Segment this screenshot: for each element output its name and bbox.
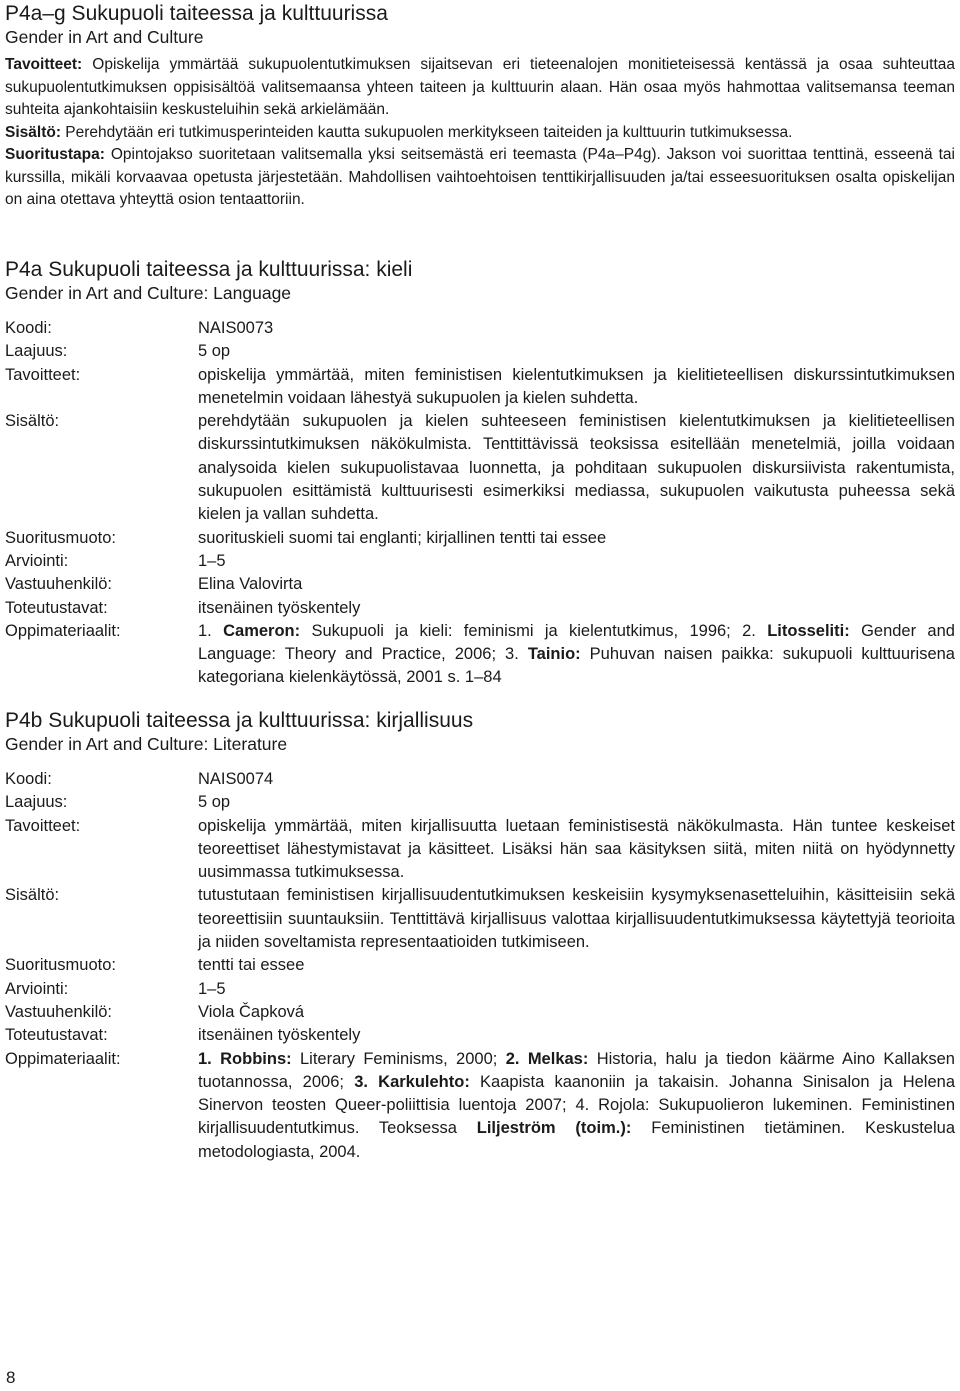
field-code: Koodi: NAIS0074 — [5, 770, 274, 788]
field-content: Sisältö: perehdytään sukupuolen ja kielen suhteeseen feministisen kielentutkimuksen ja kielitieteellisen diskurssintutkimuksen näkökulmista. Tenttittävissä teoksissa esitellään menetelmiä, joilla voidaan analysoida kielen sukupuolistavaa luonnetta, ja pohditaan sukupuolen diskursiivista rakentumista, sukupuolen esittämistä kulttuurisesti esimerkiksi mediassa, sukupuolen vaikutusta puheessa sekä kielen ja vallan suhdetta. — [5, 412, 955, 524]
course-title: P4b Sukupuoli taiteessa ja kulttuurissa: kirjallisuus — [5, 709, 474, 732]
field-form: Suoritusmuoto: tentti tai essee — [5, 956, 305, 975]
field-credits: Laajuus: 5 op — [5, 793, 231, 812]
field-responsible: Vastuuhenkilö: Viola Čapková — [5, 1002, 305, 1021]
goals-text: Opiskelija ymmärtää sukupuolentutkimuksen sijaitsevan eri tieteenalojen monitieteisessä kentässä ja osaa suhteuttaa sukupuolentutkimuksen oppisisältöä valitsemaansa yhteen taiteen ja kulttuurin alaan. Hän osaa myös hahmottaa valitsemansa teeman suhteita ajankohtaisiin keskusteluihin sekä arkielämään. — [5, 56, 956, 118]
field-code: Koodi: NAIS0073 — [5, 319, 274, 337]
content-text: Perehdytään eri tutkimusperinteiden kautta sukupuolen merkitykseen taiteiden ja kulttuurin tutkimuksessa. — [65, 123, 793, 141]
field-implementation: Toteutustavat: itsenäinen työskentely — [5, 598, 361, 617]
intro-goals — [5, 54, 955, 122]
field-goals: Tavoitteet: opiskelija ymmärtää, miten feministisen kielentutkimuksen ja kielitieteellisen diskurssintutkimuksen menetelmin voidaan lähestyä sukupuolen ja kielen suhdetta. — [5, 365, 955, 407]
field-credits: Laajuus: 5 op — [5, 342, 231, 361]
course-p4a — [5, 258, 955, 690]
field-content: Sisältö: tutustutaan feministisen kirjallisuudentutkimuksen keskeisiin kysymyksenasetteluihin, käsitteisiin sekä teoreettisiin suuntauksiin. Tenttittävä kirjallisuus valottaa kirjallisuudentutkimuksessa käytettyjä teorioita ja niiden soveltamista representaatioiden tutkimiseen. — [5, 886, 955, 952]
field-grading: Arviointi: 1–5 — [5, 979, 226, 998]
field-grading: Arviointi: 1–5 — [5, 551, 226, 570]
page-number: 8 — [6, 1368, 16, 1387]
intro-section — [5, 2, 955, 212]
field-form: Suoritusmuoto: suorituskieli suomi tai englanti; kirjallinen tentti tai essee — [5, 528, 607, 547]
field-materials: Oppimateriaalit: 1. Cameron: Sukupuoli ja kieli: feminismi ja kielentutkimus, 1996; 2. Litosseliti: Gender and Language: Theory and Practice, 2006; 3. Tainio: Puhuvan naisen paikka: sukupuoli kulttuurisena kategoriana kielenkäytössä, 2001 s. 1–84 — [5, 621, 955, 687]
section-subtitle: Gender in Art and Culture — [5, 27, 204, 47]
course-p4b — [5, 709, 955, 1164]
goals-label: Tavoitteet: — [5, 56, 83, 73]
course-subtitle: Gender in Art and Culture: Language — [5, 283, 292, 303]
section-title: P4a–g Sukupuoli taiteessa ja kulttuurissa — [5, 2, 388, 25]
course-subtitle: Gender in Art and Culture: Literature — [5, 734, 288, 754]
content-label: Sisältö: — [5, 123, 61, 141]
field-goals: Tavoitteet: opiskelija ymmärtää, miten kirjallisuutta luetaan feministisestä näkökulmasta. Hän tuntee keskeiset teoreettiset lähestymistavat ja käsitteet. Lisäksi hän saa käsityksen siitä, miten niitä on hyödynnetty uusimmassa tutkimuksessa. — [5, 816, 955, 882]
course-title: P4a Sukupuoli taiteessa ja kulttuurissa: kieli — [5, 258, 413, 281]
method-label: Suoritustapa: — [5, 146, 105, 163]
intro-content — [5, 122, 955, 145]
field-materials: Oppimateriaalit: 1. Robbins: Literary Feminisms, 2000; 2. Melkas: Historia, halu ja tiedon käärme Aino Kallaksen tuotannossa, 2006; 3. Karkulehto: Kaapista kaanoniin ja takaisin. Johanna Sinisalon ja Helena Sinervon teosten Queer-poliittisia luentoja 2007; 4. Rojola: Sukupuolieron lukeminen. Feministinen kirjallisuudentutkimus. Teoksessa Liljeström (toim.): Feministinen tietäminen. Keskustelua metodologiasta, 2004. — [5, 1049, 956, 1161]
method-text: Opintojakso suoritetaan valitsemalla yksi seitsemästä eri teemasta (P4a–P4g). Jakson voi suorittaa tenttinä, esseenä tai kurssilla, mikäli korvaavaa opetusta järjestetään. Mahdollisen vaihtoehtoisen tenttikirjallisuuden ja/tai esseesuorituksen osalta opiskelijan on aina otettava yhteyttä osion tentaattoriin. — [5, 146, 955, 208]
field-responsible: Vastuuhenkilö: Elina Valovirta — [5, 575, 303, 594]
intro-method — [5, 144, 955, 212]
field-implementation: Toteutustavat: itsenäinen työskentely — [5, 1026, 361, 1045]
